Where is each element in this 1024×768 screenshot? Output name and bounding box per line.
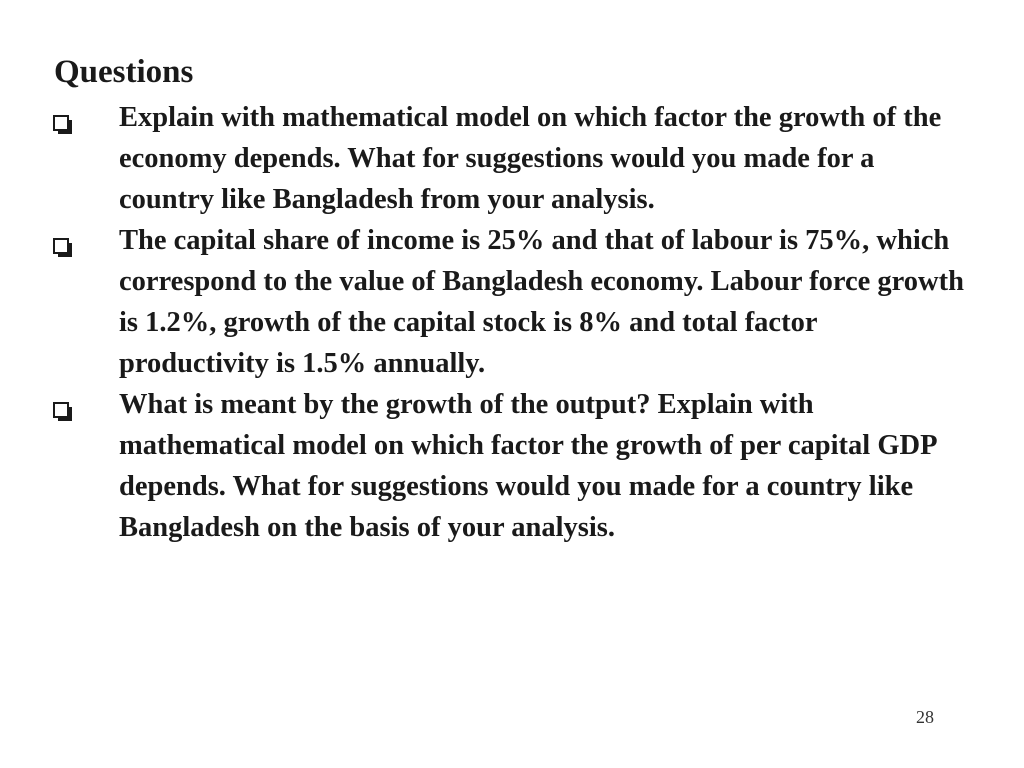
question-text: What is meant by the growth of the output? Explain with mathematical model on which factor the growth of per capital GDP depends. What for suggestions would you made for a country like Bangladesh on the basis of your analysis. <box>119 389 936 543</box>
hollow-square-bullet-icon <box>53 106 73 126</box>
question-item-2 <box>52 220 972 384</box>
question-item-3 <box>52 384 972 548</box>
hollow-square-bullet-icon <box>53 229 73 249</box>
hollow-square-bullet-icon <box>53 393 73 413</box>
question-list <box>52 97 972 548</box>
question-text: The capital share of income is 25% and that of labour is 75%, which correspond to the value of Bangladesh economy. Labour force growth is 1.2%, growth of the capital stock is 8% and total factor productivity is 1.5% annually. <box>119 225 964 379</box>
question-text: Explain with mathematical model on which factor the growth of the economy depends. What for suggestions would you made for a country like Bangladesh from your analysis. <box>119 102 942 215</box>
page-number: 28 <box>916 707 934 727</box>
question-item-1 <box>52 97 972 220</box>
slide-title: Questions <box>54 54 194 90</box>
